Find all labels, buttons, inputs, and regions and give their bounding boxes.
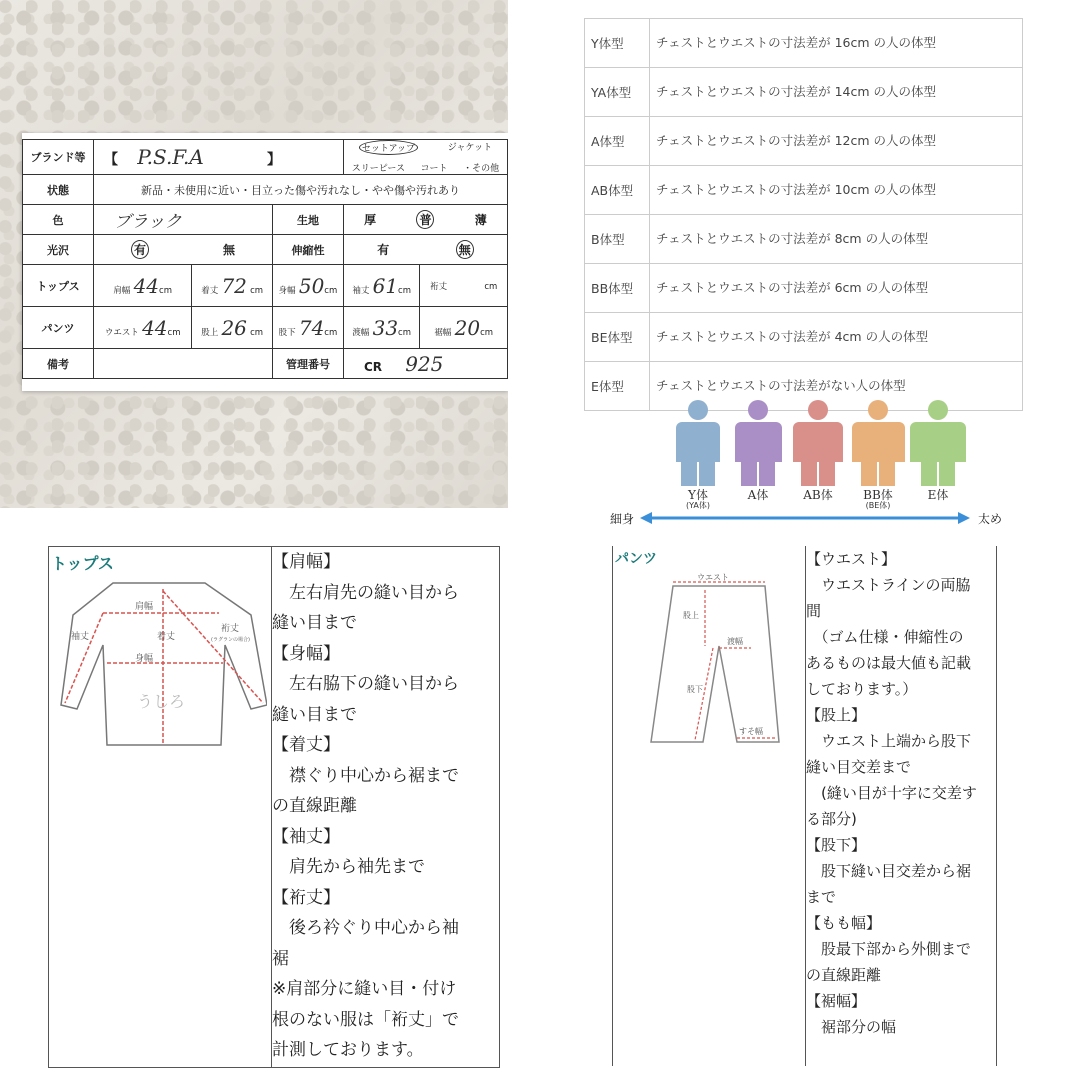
gloss-yes: 有 xyxy=(131,240,149,259)
diagram-thigh: 渡幅 xyxy=(727,637,743,646)
body-type-desc: チェストとウエストの寸法差が 6cm の人の体型 xyxy=(650,264,1023,313)
body-type-desc: チェストとウエストの寸法差が 4cm の人の体型 xyxy=(650,313,1023,362)
mgmt-cell xyxy=(343,349,507,379)
diagram-yuki: 裄丈 xyxy=(221,624,240,634)
mgmt-value: 925 xyxy=(405,351,444,376)
tops-shoulder: 肩幅 44cm xyxy=(94,265,192,307)
brand-value: P.S.F.A xyxy=(137,145,204,169)
body-figure xyxy=(788,400,848,490)
figure-leg-right xyxy=(939,460,955,486)
tops-sleeve: 袖丈 61cm xyxy=(343,265,420,307)
tops-diagram-cell xyxy=(49,547,272,1067)
diagram-hem: すそ幅 xyxy=(739,727,763,736)
diagram-waist: ウエスト xyxy=(697,573,729,582)
color-value: ブラック xyxy=(94,205,273,235)
body-type-name: BE体型 xyxy=(585,313,650,362)
description-line: 【着丈】 xyxy=(272,735,340,755)
notes-value xyxy=(94,349,273,379)
body-type-row xyxy=(585,264,1023,313)
body-type-row xyxy=(585,68,1023,117)
diagram-yuki-note: (ラグランの場合) xyxy=(211,637,250,643)
figure-label: BB体 xyxy=(863,488,893,502)
pants-hem: 裾幅 20cm xyxy=(420,307,508,349)
type-other: ・その他 xyxy=(463,164,500,174)
pants-rise: 股上 26 cm xyxy=(192,307,273,349)
description-line: 間 xyxy=(806,602,822,620)
figure-sublabel: (YA体) xyxy=(686,501,710,510)
diagram-length: 着丈 xyxy=(157,632,176,642)
pants-thigh: 渡幅 33cm xyxy=(343,307,420,349)
arrow-label-left: 細身 xyxy=(610,512,635,526)
diagram-body: 身幅 xyxy=(135,654,154,664)
figure-head xyxy=(748,400,768,420)
body-type-name: B体型 xyxy=(585,215,650,264)
description-line: 襟ぐり中心から裾まで xyxy=(272,765,459,786)
figure-head xyxy=(928,400,948,420)
fabric-options xyxy=(343,205,507,235)
figure-label: A体 xyxy=(747,488,769,502)
description-line: 縫い目まで xyxy=(272,613,357,633)
figure-body xyxy=(735,422,782,462)
body-type-panel xyxy=(540,0,1080,540)
body-type-desc: チェストとウエストの寸法差が 12cm の人の体型 xyxy=(650,117,1023,166)
description-line: 【裄丈】 xyxy=(272,887,340,908)
description-line: 股下縫い目交差から裾 xyxy=(806,862,972,880)
pants-waist: ウエスト 44cm xyxy=(94,307,192,349)
stretch-no: 無 xyxy=(456,240,474,259)
brand-open: 【 xyxy=(104,152,118,168)
description-line: 後ろ衿ぐり中心から袖 xyxy=(272,918,459,938)
type-jacket: ジャケット xyxy=(447,143,493,153)
body-figure xyxy=(908,400,968,490)
diagram-rise: 股上 xyxy=(683,611,699,620)
condition-label: 状態 xyxy=(23,175,94,205)
figure-leg-right xyxy=(699,460,715,486)
description-line: 縫い目まで xyxy=(272,704,357,725)
description-line: ウエスト上端から股下 xyxy=(806,732,972,750)
description-line: 裾 xyxy=(272,948,289,969)
figure-leg-left xyxy=(801,460,817,486)
brand-cell xyxy=(94,140,344,175)
description-line: 計測しております。 xyxy=(272,1040,424,1060)
body-figure xyxy=(848,400,908,490)
type-three-piece: スリーピース xyxy=(351,164,405,174)
pants-diagram-cell xyxy=(612,546,806,1066)
description-line: 【身幅】 xyxy=(272,643,340,664)
notes-label: 備考 xyxy=(23,349,94,379)
body-type-desc: チェストとウエストの寸法差が 8cm の人の体型 xyxy=(650,215,1023,264)
figure-head xyxy=(808,400,828,420)
tops-length: 着丈 72 cm xyxy=(192,265,273,307)
stretch-options xyxy=(343,235,507,265)
pants-label: パンツ xyxy=(23,307,94,349)
description-line: あるものは最大値も記載 xyxy=(806,654,972,672)
yuki-line xyxy=(163,591,263,703)
measurement-card xyxy=(22,133,508,391)
figure-leg-left xyxy=(861,460,877,486)
body-figure xyxy=(668,400,728,490)
description-line: (縫い目が十字に交差す xyxy=(806,784,977,802)
description-line: 【袖丈】 xyxy=(272,826,340,847)
figure-body xyxy=(910,422,966,462)
fabric-thin: 薄 xyxy=(474,213,487,227)
description-line: ※肩部分に縫い目・付け xyxy=(272,979,457,999)
gloss-options xyxy=(94,235,273,265)
description-line: （ゴム仕様・伸縮性の xyxy=(806,628,964,646)
description-line: の直線距離 xyxy=(806,966,882,984)
figure-body xyxy=(793,422,843,462)
description-line: 根のない服は「裄丈」で xyxy=(272,1009,459,1030)
arrow-head-left xyxy=(640,512,652,524)
body-type-desc: チェストとウエストの寸法差が 16cm の人の体型 xyxy=(650,19,1023,68)
tops-panel xyxy=(48,546,500,1068)
description-line: 【股下】 xyxy=(806,836,867,854)
slim-to-wide-arrow xyxy=(600,508,1020,530)
pants-title: パンツ xyxy=(615,551,657,567)
figure-label: E体 xyxy=(927,488,949,502)
mgmt-label: 管理番号 xyxy=(272,349,343,379)
figure-leg-right xyxy=(759,460,775,486)
body-type-name: AB体型 xyxy=(585,166,650,215)
figure-label: Y体 xyxy=(688,488,708,502)
figure-leg-right xyxy=(819,460,835,486)
brand-label: ブランド等 xyxy=(23,140,94,175)
arrow-label-right: 太め xyxy=(978,512,1003,526)
figure-leg-left xyxy=(921,460,937,486)
body-type-row xyxy=(585,215,1023,264)
jacket-outline xyxy=(61,583,267,745)
body-type-row xyxy=(585,166,1023,215)
fabric-normal: 普 xyxy=(416,210,434,229)
body-type-desc: チェストとウエストの寸法差が 14cm の人の体型 xyxy=(650,68,1023,117)
figure-body xyxy=(852,422,905,462)
garment-type-cell xyxy=(343,140,507,175)
fabric-label: 生地 xyxy=(272,205,343,235)
figure-head xyxy=(868,400,888,420)
stretch-yes: 有 xyxy=(377,243,390,257)
description-line: 左右脇下の縫い目から xyxy=(272,674,459,694)
measurement-card-photo xyxy=(0,0,508,508)
body-type-table xyxy=(584,18,1023,411)
body-type-row xyxy=(585,313,1023,362)
diagram-shoulder: 肩幅 xyxy=(135,602,154,612)
pants-outline xyxy=(651,586,779,742)
tops-yuki: 裄丈 cm xyxy=(420,265,508,307)
description-line: 左右肩先の縫い目から xyxy=(272,582,459,603)
description-line: の直線距離 xyxy=(272,796,357,816)
stretch-label: 伸縮性 xyxy=(272,235,343,265)
brand-close: 】 xyxy=(267,152,282,168)
figure-head xyxy=(688,400,708,420)
figure-body xyxy=(676,422,720,462)
tops-body: 身幅 50cm xyxy=(272,265,343,307)
description-line: 裾部分の幅 xyxy=(806,1018,897,1036)
description-line: 【ウエスト】 xyxy=(806,550,897,568)
figure-sublabel: (BE体) xyxy=(865,501,891,510)
gloss-no: 無 xyxy=(222,243,235,257)
diagram-inseam: 股下 xyxy=(687,685,703,694)
description-line: 股最下部から外側まで xyxy=(806,940,972,958)
description-line: 【もも幅】 xyxy=(806,914,882,932)
body-figure xyxy=(728,400,788,490)
description-line: る部分) xyxy=(806,810,857,828)
body-type-name: YA体型 xyxy=(585,68,650,117)
description-line: ウエストラインの両脇 xyxy=(806,576,971,594)
body-type-name: Y体型 xyxy=(585,19,650,68)
description-line: 【裾幅】 xyxy=(806,992,867,1010)
body-type-desc: チェストとウエストの寸法差がない人の体型 xyxy=(650,362,1023,411)
tops-description xyxy=(272,547,499,1066)
pants-description xyxy=(806,546,997,1066)
tops-label: トップス xyxy=(23,265,94,307)
jacket-diagram xyxy=(55,575,267,755)
pants-panel xyxy=(612,546,996,1066)
description-line: しております。） xyxy=(806,680,918,698)
color-label: 色 xyxy=(23,205,94,235)
pants-inseam: 股下 74cm xyxy=(272,307,343,349)
measurement-table xyxy=(22,139,508,379)
description-line: 【股上】 xyxy=(806,706,867,724)
body-type-name: A体型 xyxy=(585,117,650,166)
body-type-name: E体型 xyxy=(585,362,650,411)
body-type-row xyxy=(585,117,1023,166)
mgmt-prefix: CR xyxy=(363,359,382,374)
description-line: 縫い目交差まで xyxy=(806,758,912,776)
diagram-sleeve: 袖丈 xyxy=(71,632,90,642)
body-type-desc: チェストとウエストの寸法差が 10cm の人の体型 xyxy=(650,166,1023,215)
figure-leg-left xyxy=(741,460,757,486)
arrow-head-right xyxy=(958,512,970,524)
description-line: 【肩幅】 xyxy=(272,552,340,572)
fabric-thick: 厚 xyxy=(364,213,377,227)
description-line: 肩先から袖先まで xyxy=(272,857,425,877)
description-line: まで xyxy=(806,888,837,906)
tops-title: トップス xyxy=(51,554,114,573)
body-type-row xyxy=(585,19,1023,68)
body-type-name: BB体型 xyxy=(585,264,650,313)
figure-label: AB体 xyxy=(803,488,833,502)
type-coat: コート xyxy=(420,164,448,174)
figure-leg-right xyxy=(879,460,895,486)
gloss-label: 光沢 xyxy=(23,235,94,265)
type-setup: セットアップ xyxy=(359,140,418,155)
figure-leg-left xyxy=(681,460,697,486)
pants-diagram xyxy=(643,572,793,752)
diagram-back: うしろ xyxy=(137,692,186,711)
condition-text: 新品・未使用に近い・目立った傷や汚れなし・やや傷や汚れあり xyxy=(94,175,508,205)
